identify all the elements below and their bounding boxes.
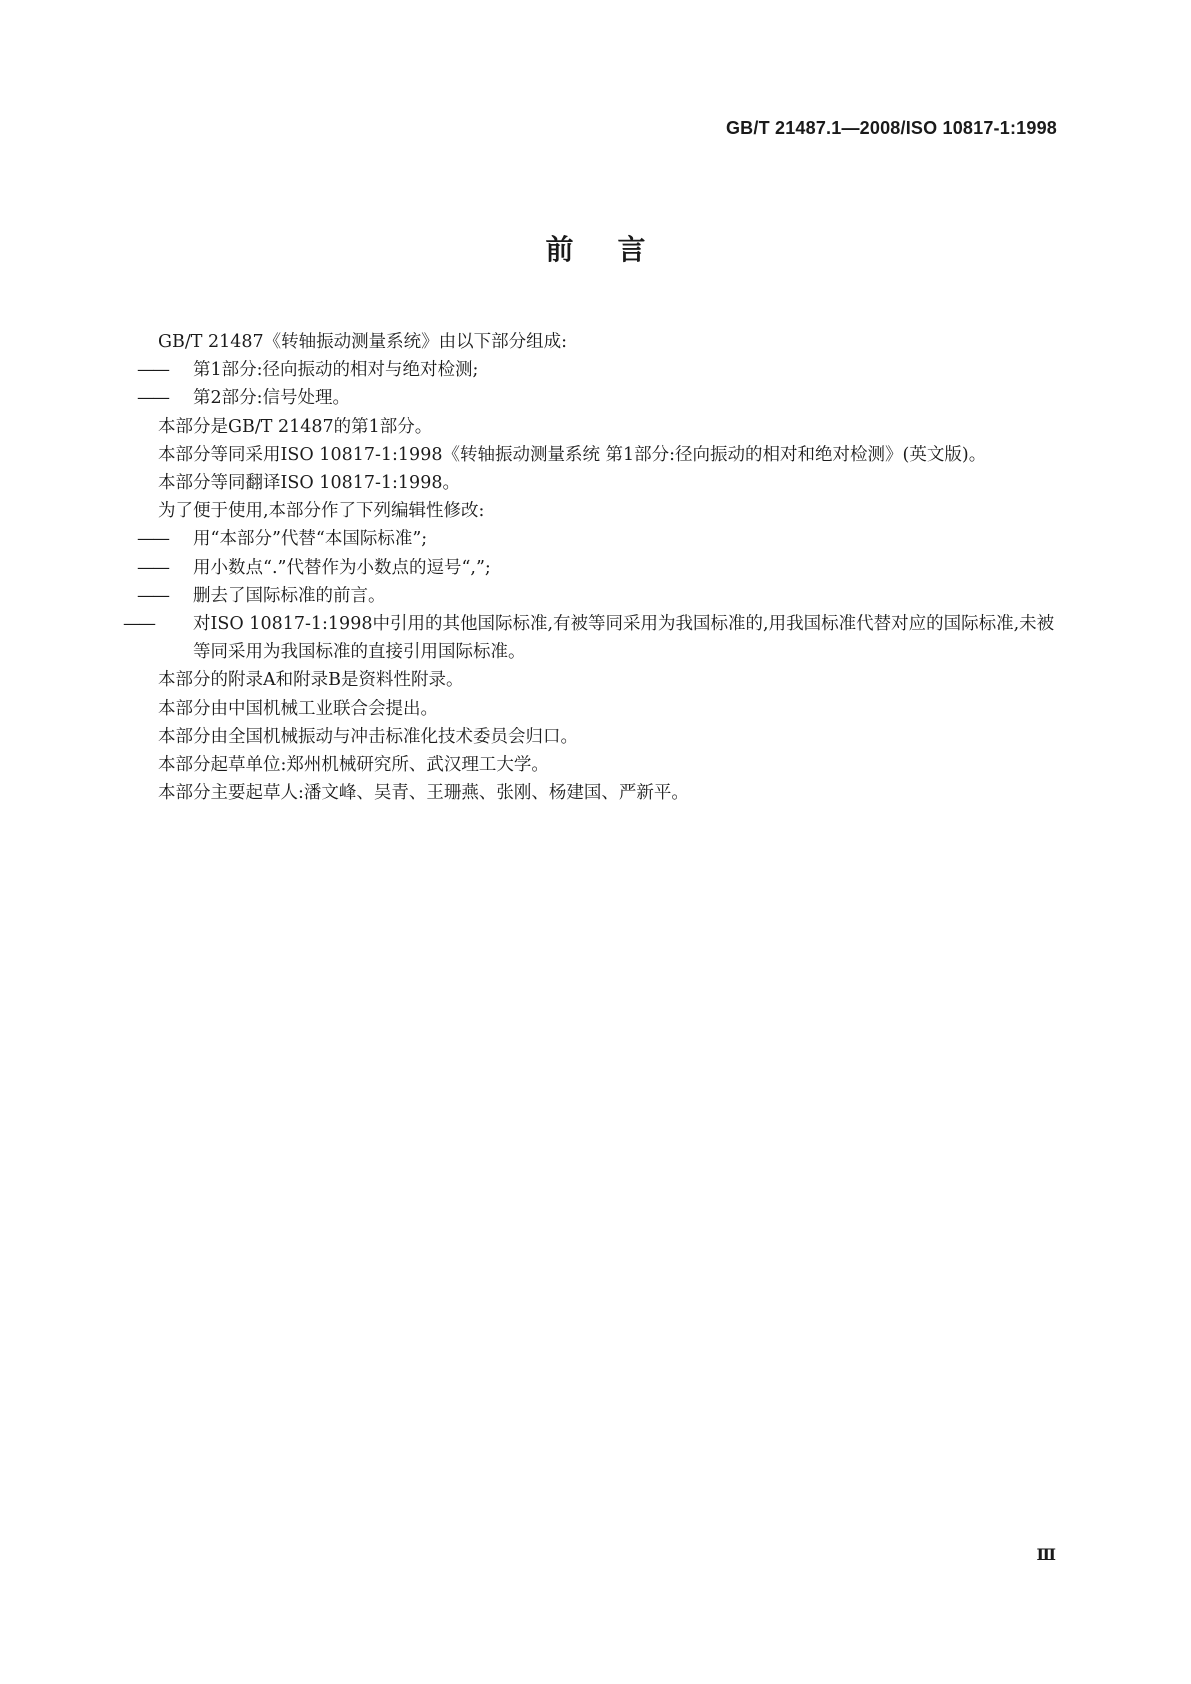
- list-item: —— 用“本部分”代替“本国际标准”;: [137, 529, 428, 550]
- paragraph: 本部分由中国机械工业联合会提出。: [158, 698, 438, 719]
- paragraph: 本部分主要起草人:潘文峰、吴青、王珊燕、张刚、杨建国、严新平。: [158, 783, 689, 804]
- paragraph: 本部分的附录A和附录B是资料性附录。: [158, 670, 464, 691]
- standard-code-header: GB/T 21487.1—2008/ISO 10817-1:1998: [725, 118, 1057, 138]
- foreword-body: [123, 328, 1058, 807]
- paragraph: 为了便于使用,本部分作了下列编辑性修改:: [158, 501, 485, 522]
- list-item: —— 第1部分:径向振动的相对与绝对检测;: [137, 360, 479, 381]
- page-title: 前言: [545, 233, 690, 266]
- list-item: —— 删去了国际标准的前言。: [137, 585, 386, 606]
- paragraph: 本部分由全国机械振动与冲击标准化技术委员会归口。: [158, 726, 578, 747]
- list-item: —— 对ISO 10817-1:1998中引用的其他国际标准,有被等同采用为我国标准的,用我国标准代替对应的国际标准,未被等同采用为我国标准的直接引用国际标准。: [123, 614, 1055, 663]
- paragraph: GB/T 21487《转轴振动测量系统》由以下部分组成:: [158, 332, 568, 352]
- paragraph: 本部分等同翻译ISO 10817-1:1998。: [158, 473, 460, 494]
- paragraph: 本部分起草单位:郑州机械研究所、武汉理工大学。: [158, 755, 549, 776]
- page-number: Ⅲ: [1036, 1545, 1056, 1564]
- paragraph: 本部分等同采用ISO 10817-1:1998《转轴振动测量系统 第1部分:径向振动的相对和绝对检测》(英文版)。: [158, 444, 987, 465]
- list-item: —— 第2部分:信号处理。: [137, 388, 351, 409]
- list-item: —— 用小数点“.”代替作为小数点的逗号“,”;: [137, 557, 491, 578]
- paragraph: 本部分是GB/T 21487的第1部分。: [158, 416, 433, 437]
